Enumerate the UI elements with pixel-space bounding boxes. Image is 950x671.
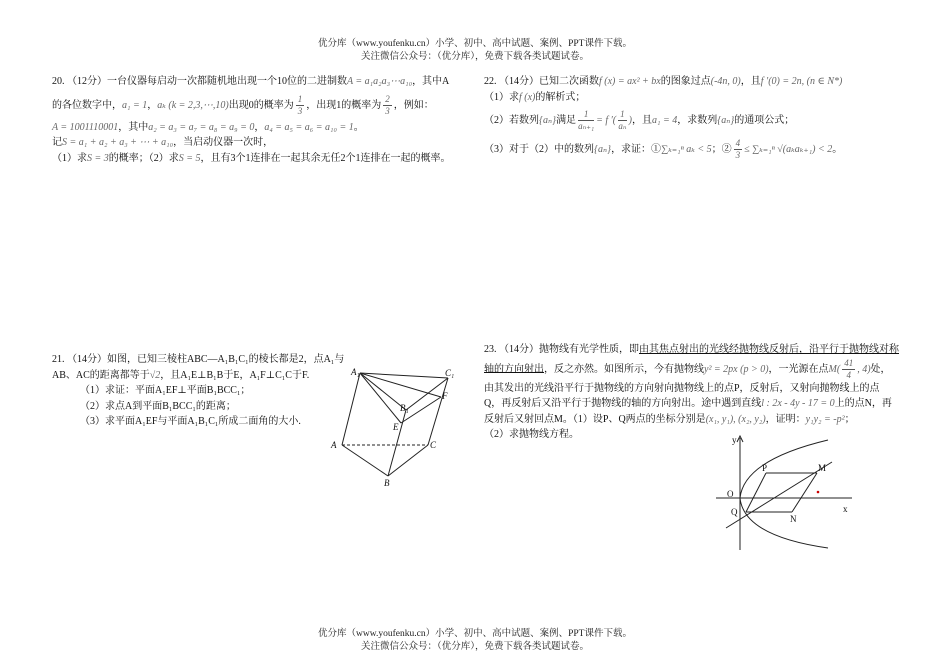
- q23-line-2: [484, 358, 902, 381]
- prism-edge-b1-b: [388, 410, 406, 476]
- q20-text: ，: [147, 99, 158, 111]
- question-22: [484, 74, 902, 161]
- q20-line-1: [52, 74, 462, 90]
- ray-p-to-q: [746, 473, 766, 512]
- q20-fraction-two-thirds: $\frac{2}{3}$: [385, 93, 390, 116]
- focus-dot: [817, 491, 820, 494]
- q21-sub-1: （1）求证：平面A₁EF⊥平面B₁BCC₁；: [80, 385, 251, 396]
- q20-math: A = a₁a₂a₃⋯a₁₀: [347, 76, 413, 87]
- prism-figure: [326, 366, 466, 488]
- q20-text: ，其中A: [412, 76, 450, 87]
- q23-text: 反射后又射回点M。（1）设P、Q两点的坐标分别是: [484, 413, 706, 425]
- label-n: N: [790, 514, 797, 524]
- q20-text: ，当启动仪器一次时，: [173, 137, 274, 148]
- q21-text: ，且A₁E⊥B₁B于E，A₁F⊥C₁C于F.: [160, 369, 310, 381]
- label-a: A: [331, 440, 337, 450]
- label-q: Q: [731, 507, 738, 517]
- q22-text: （1）求: [484, 91, 519, 103]
- q23-text: 处，: [870, 363, 891, 375]
- q22-line-2: [484, 90, 902, 106]
- q23-underlined: 由其焦点射出的光线经抛物线反射后，沿平行于抛物线对称: [639, 344, 899, 355]
- prism-edge-b-c: [388, 445, 428, 476]
- label-f: F: [442, 391, 448, 401]
- label-a1: A₁: [351, 367, 360, 377]
- question-20: [52, 74, 462, 166]
- q20-text: ，其中: [118, 121, 149, 133]
- prism-edge-c1-c: [428, 378, 448, 445]
- q21-line-1: 21. （14分）如图，已知三棱柱ABC—A₁B₁C₁的棱长都是2，点A₁与: [52, 354, 345, 365]
- prism-edge-a-b: [342, 445, 388, 476]
- q22-line-1: [484, 74, 902, 90]
- q20-text: 出现0的概率为: [228, 99, 294, 111]
- q20-line-5: [52, 151, 462, 167]
- parabola-figure: [712, 432, 862, 556]
- label-e: E: [393, 422, 399, 432]
- footer-line-2: 关注微信公众号：（优分库），免费下载各类试题试卷。: [360, 642, 589, 652]
- q20-math: A = 1001110001: [52, 121, 119, 133]
- q20-math: a₂ = a₃ = a₇ = a₈ = a₉ = 0: [148, 121, 255, 133]
- q20-math: S = 5: [178, 152, 201, 164]
- q23-math: l : 2x - 4y - 17 = 0: [761, 398, 835, 409]
- q20-text: ，且有3个1连排在一起其余无任2个1连排在一起的概率。: [200, 152, 451, 164]
- prism-line-a1-e: [360, 373, 401, 423]
- q22-text: 。: [832, 143, 843, 155]
- footer-line-1: 优分库（www.youfenku.cn）小学、初中、高中试题、案例、PPT课件下载。: [318, 629, 632, 639]
- q22-text: （2）若数列: [484, 114, 539, 126]
- q20-math: S = a₁ + a₂ + a₃ + ⋯ + a₁₀: [62, 137, 174, 148]
- q22-fraction-four-thirds: $\frac{4}{3}$: [735, 138, 741, 160]
- q20-math: aₖ (k = 2,3,⋯,10): [157, 99, 229, 111]
- q22-math: a₁ = 4: [651, 114, 678, 126]
- q20-text: 。: [353, 121, 364, 133]
- q20-line-3: [52, 120, 462, 136]
- q20-math: a₁ = 1: [122, 99, 148, 111]
- q22-fraction-reciprocal-a: $\frac{1}{\text{aₙ}}$: [618, 109, 627, 131]
- q20-line-4: [52, 135, 462, 151]
- page-footer: [0, 628, 950, 654]
- q22-math: = f ′(: [596, 114, 617, 126]
- q23-text: 23. （14分）抛物线有光学性质，即: [484, 344, 639, 355]
- q20-text: ，: [254, 121, 265, 133]
- q23-text: ；: [844, 413, 855, 425]
- q22-fraction-reciprocal-a-next: $\frac{1}{\text{aₙ₊₁}}$: [578, 109, 595, 131]
- header-line-1: 优分库（www.youfenku.cn）小学、初中、高中试题、案例、PPT课件下载。: [318, 39, 632, 49]
- q21-sub-3: （3）求平面A₁EF与平面A₁B₁C₁所成二面角的大小.: [80, 416, 301, 427]
- q23-line-3: 由其发出的光线沿平行于抛物线的方向射向抛物线上的点P，反射后，又射向抛物线上的点: [484, 382, 880, 394]
- q21-text: AB、AC的距离都等于: [52, 369, 150, 381]
- line-l: [726, 462, 832, 528]
- label-y-axis: y: [732, 435, 737, 445]
- q20-math: S = 3: [87, 152, 109, 164]
- q22-text: （3）对于（2）中的数列: [484, 143, 594, 155]
- q20-text: 的概率；（2）求: [108, 152, 179, 164]
- label-c: C: [430, 440, 437, 450]
- q22-text: ，且: [631, 114, 652, 126]
- label-c1: C₁: [445, 368, 455, 378]
- q22-math: f ′(0) = 2n, (n ∈ N*): [760, 76, 843, 87]
- q22-line-4: [484, 138, 902, 161]
- q22-math: ): [628, 114, 632, 126]
- q22-math: {aₙ}: [594, 143, 612, 155]
- q20-line-2: [52, 94, 462, 117]
- label-m: M: [818, 463, 827, 473]
- q21-math: √2: [149, 369, 161, 381]
- q23-line-4: [484, 396, 902, 412]
- q22-text: 的解析式；: [535, 91, 586, 103]
- q23-math: y² = 2px (p > 0): [704, 363, 769, 375]
- q22-math: ≤ ∑ₖ₌₁ⁿ √(aₖaₖ₊₁) < 2: [744, 143, 833, 155]
- q22-text: ，求证：①: [611, 143, 662, 155]
- q23-math: y₁y₂ = -p²: [805, 413, 845, 425]
- q20-text: ，例如：: [393, 99, 434, 111]
- q22-text: ，且: [740, 76, 761, 87]
- q22-math: (-4n, 0): [710, 76, 741, 87]
- q20-math: a₄ = a₅ = a₆ = a₁₀ = 1: [264, 121, 354, 133]
- q20-text: 记: [52, 137, 62, 148]
- label-b: B: [384, 478, 390, 488]
- q23-math: , 4): [857, 363, 871, 375]
- header-line-2: 关注微信公众号：（优分库），免费下载各类试题试卷。: [360, 52, 589, 62]
- question-23: [484, 342, 902, 443]
- q21-sub-2: （2）求点A到平面B₁BCC₁的距离；: [80, 400, 236, 412]
- q22-math: {aₙ}: [717, 114, 735, 126]
- q23-fraction-41-4: $\frac{41}{4}$: [844, 357, 854, 380]
- q22-math: f (x) = ax² + bx: [599, 76, 661, 87]
- q23-math: M(: [828, 363, 841, 375]
- q22-line-3: [484, 109, 902, 132]
- prism-edge-a1-a: [342, 373, 360, 445]
- q23-text: ，反之亦然。如图所示，今有抛物线: [544, 363, 704, 375]
- q23-math: (x₁, y₁), (x₂, y₂): [705, 413, 766, 425]
- q22-text: 的图象过点: [660, 76, 711, 87]
- q22-math: {aₙ}: [539, 114, 557, 126]
- q23-line-5: [484, 412, 902, 428]
- q23-text: Q，再反射后又沿平行于抛物线的轴的方向射出。途中遇到直线: [484, 398, 762, 409]
- page-header: [0, 38, 950, 64]
- q22-math: ∑ₖ₌₁ⁿ aₖ < 5: [661, 143, 712, 155]
- q22-text: 满足: [556, 114, 577, 126]
- label-p: P: [762, 463, 768, 473]
- q23-text: ，一光源在点: [768, 363, 829, 375]
- q23-underlined: 轴的方向射出: [484, 363, 544, 375]
- q22-text: 22. （14分）已知二次函数: [484, 76, 599, 87]
- q22-text: ；②: [711, 143, 732, 155]
- label-origin: O: [727, 489, 734, 499]
- q20-fraction-one-third: $\frac{1}{3}$: [297, 93, 303, 116]
- q23-text: ，证明：: [765, 413, 806, 425]
- q20-text: （1）求: [52, 152, 87, 164]
- q20-text: 20. （12分）一台仪器每启动一次都随机地出现一个10位的二进制数: [52, 76, 347, 87]
- q22-text: ，求数列: [677, 114, 718, 126]
- label-x-axis: x: [843, 504, 848, 514]
- q22-text: 的通项公式；: [734, 114, 795, 126]
- q23-line-6: （2）求抛物线方程。: [484, 429, 579, 440]
- label-b1: B₁: [400, 403, 409, 413]
- parabola-curve: [740, 440, 828, 548]
- q20-text: ，出现1的概率为: [306, 99, 382, 111]
- q23-text: 上的点N，再: [834, 398, 892, 409]
- q20-text: 的各位数字中，: [52, 99, 122, 111]
- q23-line-1: [484, 342, 902, 358]
- q22-math: f (x): [519, 91, 536, 103]
